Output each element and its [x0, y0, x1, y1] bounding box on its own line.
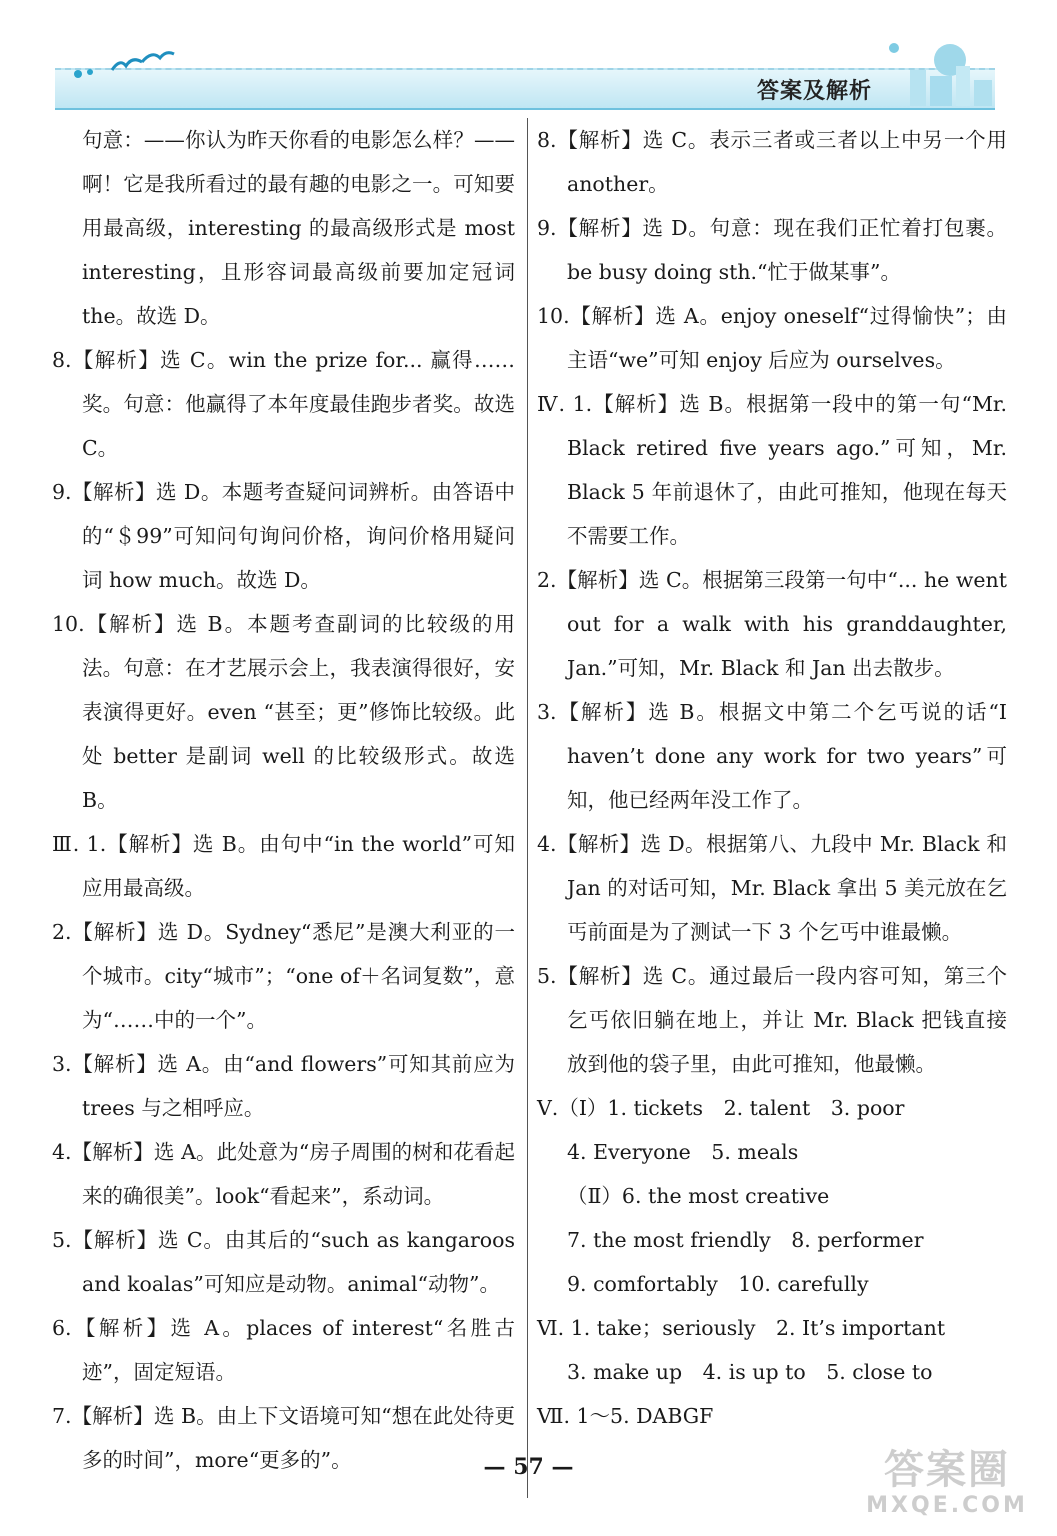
- answer-paragraph: 4.【解析】选 A。此处意为“房子周围的树和花看起来的确很美”。look“看起来”，系动词。: [52, 1140, 515, 1208]
- answer-paragraph: 8.【解析】选 C。表示三者或三者以上中另一个用 another。: [537, 128, 1007, 196]
- watermark-logo: [862, 1446, 1032, 1524]
- right-column: [537, 118, 1007, 1438]
- answer-paragraph: 7.【解析】选 B。由上下文语境可知“想在此处待更多的时间”，more“更多的”。: [52, 1404, 515, 1472]
- answer-paragraph: 5.【解析】选 C。由其后的“such as kangaroos and koalas”可知应是动物。animal“动物”。: [52, 1228, 515, 1296]
- answer-paragraph: 句意：——你认为昨天你看的电影怎么样？——啊！它是我所看过的最有趣的电影之一。可知要用最高级，interesting 的最高级形式是 most interesting，且形容词最高级前要加定冠词 the。故选 D。: [82, 128, 515, 328]
- watermark-line2: MXQE.COM: [866, 1493, 1028, 1518]
- answer-paragraph: 3.【解析】选 A。由“and flowers”可知其前应为 trees 与之相呼应。: [52, 1052, 515, 1120]
- answer-paragraph: 8.【解析】选 C。win the prize for... 赢得……奖。句意：他赢得了本年度最佳跑步者奖。故选 C。: [52, 348, 515, 460]
- answer-paragraph: Ⅳ. 1.【解析】选 B。根据第一段中的第一句“Mr. Black retired five years ago.”可知，Mr. Black 5 年前退休了，由此可推知，他现在每天不需要工作。: [537, 392, 1007, 548]
- answer-line: Ⅴ.（Ⅰ）1. tickets 2. talent 3. poor: [537, 1096, 905, 1120]
- left-column: [52, 118, 515, 1482]
- header-title: 答案及解析: [756, 79, 872, 104]
- answer-line: Ⅵ. 1. take；seriously 2. It’s important: [537, 1316, 946, 1340]
- answer-line: （Ⅱ）6. the most creative: [567, 1184, 830, 1208]
- answer-line: Ⅶ. 1～5. DABGF: [537, 1404, 714, 1428]
- answer-paragraph: 10.【解析】选 A。enjoy oneself“过得愉快”；由主语“we”可知 enjoy 后应为 ourselves。: [537, 304, 1007, 372]
- column-divider: [527, 118, 528, 1498]
- page-header: [0, 0, 1057, 120]
- page-number: — 57 —: [483, 1454, 574, 1480]
- answer-paragraph: 3.【解析】选 B。根据文中第二个乞丐说的话“I haven’t done any work for two years”可知，他已经两年没工作了。: [537, 700, 1007, 812]
- answer-paragraph: 4.【解析】选 D。根据第八、九段中 Mr. Black 和 Jan 的对话可知，Mr. Black 拿出 5 美元放在乞丐前面是为了测试一下 3 个乞丐中谁最懒。: [537, 832, 1007, 944]
- answer-paragraph: 5.【解析】选 C。通过最后一段内容可知，第三个乞丐依旧躺在地上，并让 Mr. Black 把钱直接放到他的袋子里，由此可推知，他最懒。: [537, 964, 1007, 1076]
- answer-paragraph: 9.【解析】选 D。句意：现在我们正忙着打包裹。be busy doing sth.“忙于做某事”。: [537, 216, 1007, 284]
- answer-line: 9. comfortably 10. carefully: [567, 1272, 869, 1296]
- answer-paragraph: 2.【解析】选 C。根据第三段第一句中“... he went out for a walk with his granddaughter, Jan.”可知，Mr. Black 和 Jan 出去散步。: [537, 568, 1007, 680]
- answer-line: 7. the most friendly 8. performer: [567, 1228, 924, 1252]
- city-skyline-icon: [870, 30, 1000, 110]
- answer-line: 4. Everyone 5. meals: [567, 1140, 799, 1164]
- watermark-line1: 答案圈: [884, 1447, 1010, 1493]
- answer-paragraph: Ⅲ. 1.【解析】选 B。由句中“in the world”可知应用最高级。: [52, 832, 515, 900]
- answer-paragraph: 9.【解析】选 D。本题考查疑问词辨析。由答语中的“＄99”可知问句询问价格，询问价格用疑问词 how much。故选 D。: [52, 480, 515, 592]
- answer-paragraph: 2.【解析】选 D。Sydney“悉尼”是澳大利亚的一个城市。city“城市”；“one of＋名词复数”，意为“……中的一个”。: [52, 920, 515, 1032]
- answer-paragraph: 6.【解析】选 A。places of interest“名胜古迹”，固定短语。: [52, 1316, 515, 1384]
- birds-icon: [60, 40, 180, 90]
- answer-paragraph: 10.【解析】选 B。本题考查副词的比较级的用法。句意：在才艺展示会上，我表演得很好，安表演得更好。even “甚至；更”修饰比较级。此处 better 是副词 well 的比较级形式。故选 B。: [52, 612, 515, 812]
- answer-line: 3. make up 4. is up to 5. close to: [567, 1360, 933, 1384]
